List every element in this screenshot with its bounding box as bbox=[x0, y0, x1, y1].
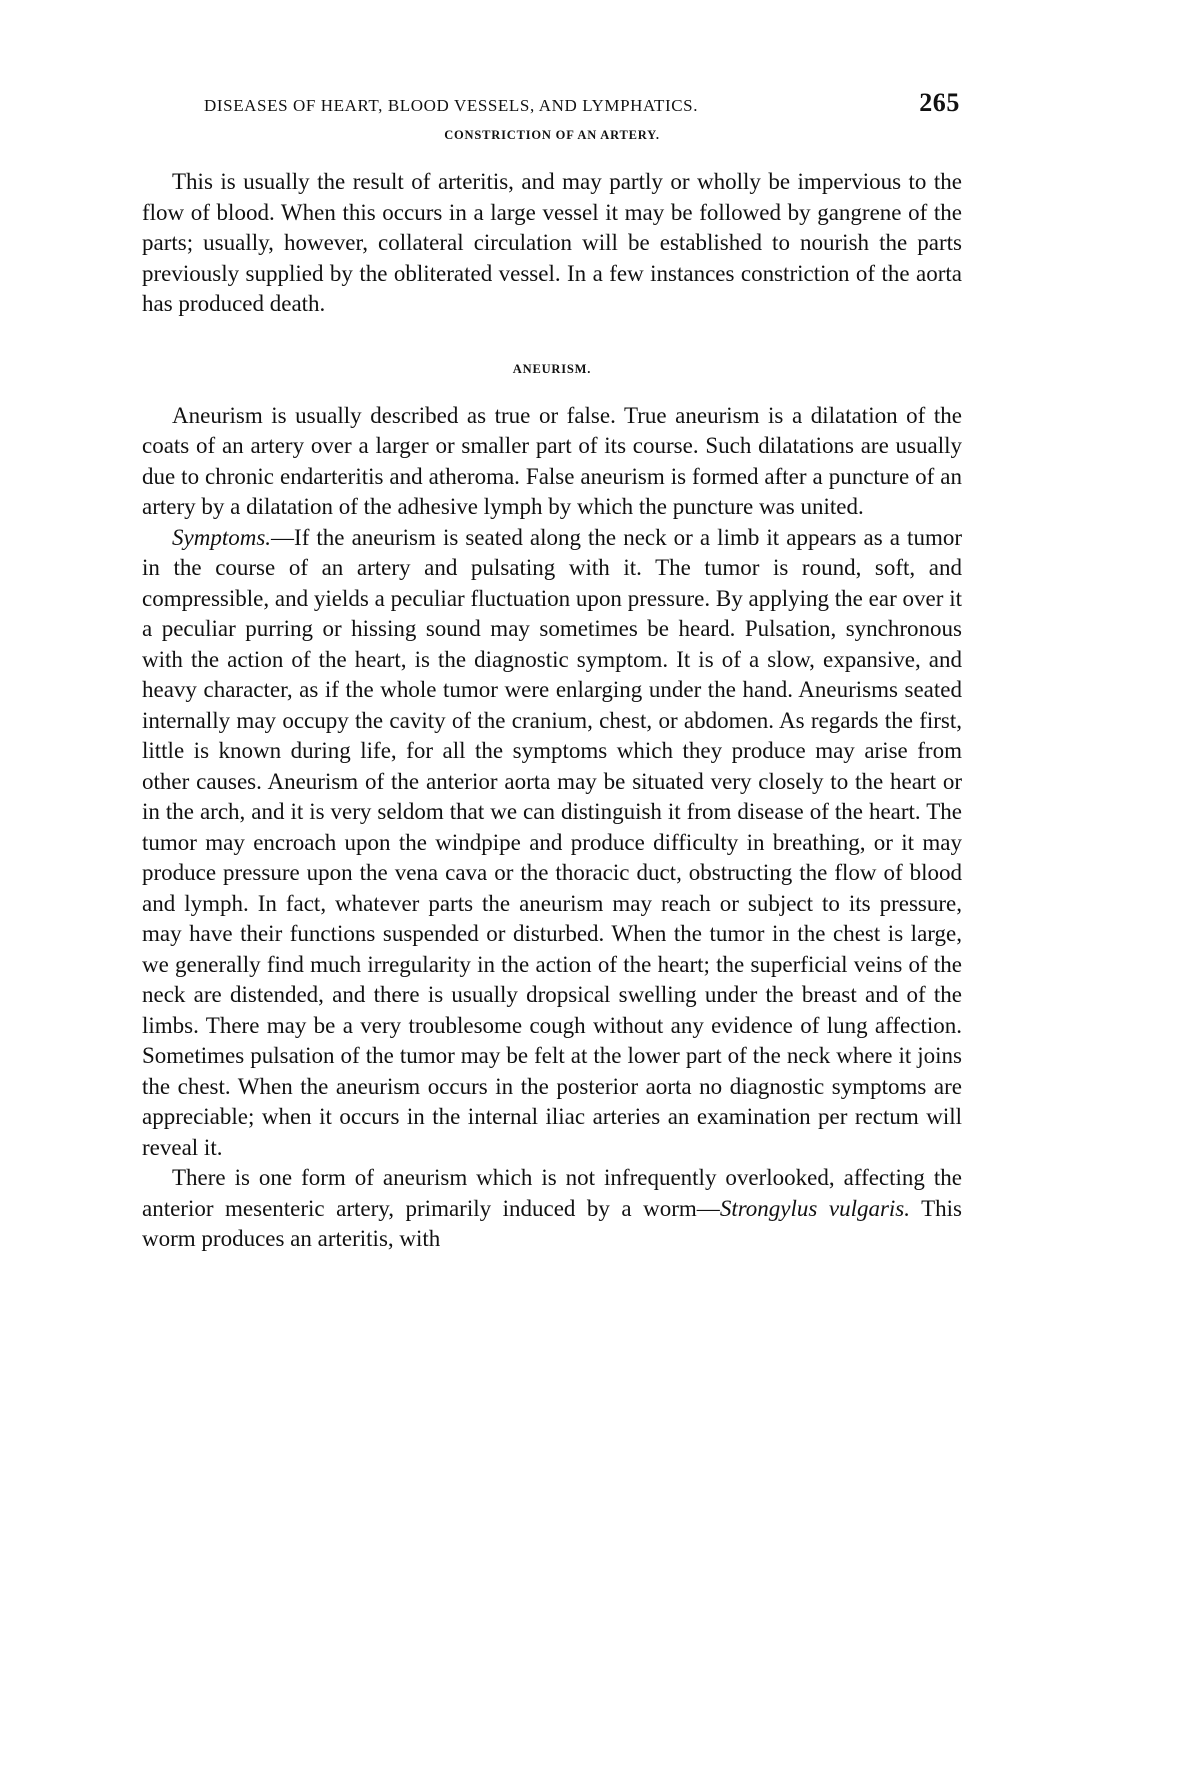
paragraph-aneurism-definition: Aneurism is usually described as true or false. True aneurism is a dilatation of the coats of an artery over a larger or smaller part of its course. Such dilatations are usually due to chronic endarteritis and atheroma. False aneurism is formed after a puncture of an artery by a dilatation of the adhesive lymph by which the puncture was united. bbox=[142, 402, 962, 519]
species-name: Strongylus vulgaris. bbox=[719, 1195, 910, 1221]
book-page bbox=[142, 86, 962, 1255]
symptoms-text: —If the aneurism is seated along the neck or a limb it appears as a tumor in the course of an artery and pulsating with it. The tumor is round, soft, and compressible, and yields a peculiar fluctuation upon pressure. By applying the ear over it a peculiar purring or hissing sound may sometimes be heard. Pulsation, synchronous with the action of the heart, is the diagnostic symptom. It is of a slow, expansive, and heavy character, as if the whole tumor were enlarging under the hand. Aneurisms seated internally may occupy the cavity of the cranium, chest, or abdomen. As regards the first, little is known during life, for all the symptoms which they produce may arise from other causes. Aneurism of the anterior aorta may be situated very closely to the heart or in the arch, and it is very seldom that we can distinguish it from disease of the heart. The tumor may encroach upon the windpipe and produce difficulty in breathing, or it may produce pressure upon the vena cava or the thoracic duct, obstructing the flow of blood and lymph. In fact, whatever parts the aneurism may reach or subject to its pressure, may have their functions suspended or disturbed. When the tumor in the chest is large, we generally find much irregularity in the action of the heart; the superficial veins of the neck are distended, and there is usually dropsical swelling under the breast and of the limbs. There may be a very troublesome cough without any evidence of lung affection. Sometimes pulsation of the tumor may be felt at the lower part of the neck where it joins the chest. When the aneurism occurs in the posterior aorta no diagnostic symptoms are appreciable; when it occurs in the internal iliac arteries an examination per rectum will reveal it. bbox=[142, 524, 962, 1160]
running-header bbox=[142, 86, 962, 122]
paragraph-symptoms bbox=[142, 523, 962, 1164]
mesenteric-text-after: This worm produces an arteritis, with bbox=[142, 1195, 962, 1251]
symptoms-lead: Symptoms. bbox=[172, 524, 272, 550]
section-heading-constriction: CONSTRICTION OF AN ARTERY. bbox=[444, 128, 660, 142]
paragraph-mesenteric bbox=[142, 1163, 962, 1255]
page-number: 265 bbox=[919, 88, 960, 117]
paragraph-constriction: This is usually the result of arteritis, and may partly or wholly be impervious to the flow of blood. When this occurs in a large vessel it may be followed by gangrene of the parts; usually, however, collateral circulation will be established to nourish the parts previously supplied by the obliterated vessel. In a few instances constriction of the aorta has produced death. bbox=[142, 169, 962, 316]
running-title: DISEASES OF HEART, BLOOD VESSELS, AND LYMPHATICS. bbox=[204, 96, 699, 115]
mesenteric-text-before: There is one form of aneurism which is not infrequently overlooked, affecting the anterior mesenteric artery, primarily induced by a worm— bbox=[142, 1165, 962, 1221]
section-heading-aneurism: ANEURISM. bbox=[512, 361, 592, 376]
